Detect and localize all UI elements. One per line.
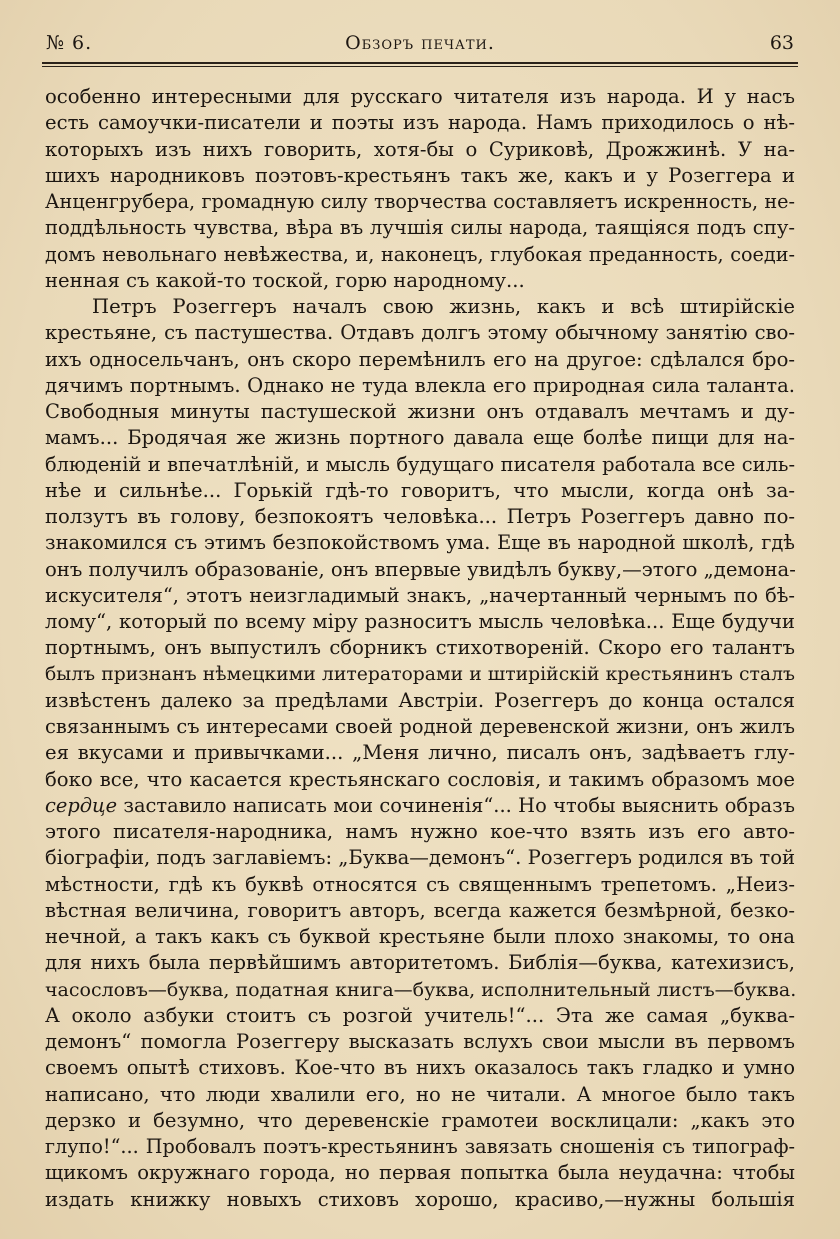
header-rule-thin [42, 66, 798, 67]
text-line: написано, что люди хвалили его, но не читали. А многое было такъ [45, 1082, 795, 1106]
section-title: Обзоръ печати. [345, 32, 495, 54]
text-line: ихъ односельчанъ, онъ скоро перемѣнилъ его на другое: сдѣлался бро- [45, 347, 795, 371]
text-line: дерзко и безумно, что деревенскіе грамотеи восклицали: „какъ это [45, 1108, 795, 1132]
text-line: поддѣльность чувства, вѣра въ лучшія силы народа, таящіяся подъ спу- [45, 216, 795, 240]
text-line: искусителя“, этотъ неизгладимый знакъ, „начертанный чернымъ по бѣ- [45, 583, 795, 607]
text-line: блюденій и впечатлѣній, и мысль будущаго писателя работала все силь- [45, 452, 795, 476]
text-line: мамъ... Бродячая же жизнь портного давала еще болѣе пищи для на- [45, 426, 795, 450]
text-line: былъ признанъ нѣмецкими литераторами и штирійскій крестьянинъ сталъ [45, 663, 795, 685]
text-line: Анценгрубера, громадную силу творчества составляетъ искренность, не- [45, 190, 795, 213]
text-line: связаннымъ съ интересами своей родной деревенской жизни, онъ жилъ [45, 715, 795, 738]
text-line: ненная съ какой-то тоской, горю народному... [45, 268, 525, 292]
text-line: часословъ—буква, податная книга—буква, исполнительный листъ—буква. [45, 978, 797, 1001]
text-line: издать книжку новыхъ стиховъ хорошо, красиво,—нужны большія [45, 1187, 795, 1211]
text-line: глупо!“... Пробовалъ поэтъ-крестьянинъ завязать сношенія съ типограф- [45, 1135, 795, 1158]
text-line: нечной, а такъ какъ съ буквой крестьяне были плохо знакомы, то она [45, 925, 795, 948]
text-line: ея вкусами и привычками... „Меня лично, писалъ онъ, задѣваетъ глу- [45, 741, 795, 765]
text-line: боко все, что касается крестьянскаго сословія, и такимъ образомъ мое [45, 767, 795, 791]
text-line: Свободныя минуты пастушеской жизни онъ отдавалъ мечтамъ и ду- [45, 400, 795, 423]
page-number: 63 [769, 32, 794, 54]
text-line: демонъ“ помогла Розеггеру высказать вслухъ свои мысли въ первомъ [45, 1030, 795, 1053]
text-line: своемъ опытѣ стиховъ. Кое-что въ нихъ оказалось такъ гладко и умно [45, 1056, 795, 1080]
running-header [42, 32, 798, 60]
header-rule [42, 62, 798, 64]
text-line: портнымъ, онъ выпустилъ сборникъ стихотвореній. Скоро его талантъ [45, 636, 795, 660]
text-line: шихъ народниковъ поэтовъ-крестьянъ такъ же, какъ и у Розеггера и [45, 163, 795, 187]
text-line: для нихъ была первѣйшимъ авторитетомъ. Библія—буква, катехизисъ, [45, 951, 795, 975]
text-line: А около азбуки стоитъ съ розгой учитель!“... Эта же самая „буква- [45, 1003, 795, 1027]
text-line: крестьяне, съ пастушества. Отдавъ долгъ этому обычному занятію сво- [45, 321, 795, 345]
text-line: лому“, который по всему міру разноситъ мысль человѣка... Еще будучи [45, 610, 795, 633]
body-text [45, 84, 795, 1213]
text-line: онъ получилъ образованіе, онъ впервые увидѣлъ букву,—этого „демона- [45, 557, 796, 581]
text-line: сердце заставило написать мои сочиненія“... Но чтобы выяснить образъ [45, 793, 795, 817]
text-line: Петръ Розеггеръ началъ свою жизнь, какъ и всѣ штирійскіе [92, 295, 795, 318]
text-line: ползутъ въ голову, безпокоятъ человѣка... Петръ Розеггеръ давно по- [45, 505, 795, 528]
text-line: біографіи, подъ заглавіемъ: „Буква—демонъ“. Розеггеръ родился въ той [45, 846, 796, 870]
text-line: извѣстенъ далеко за предѣлами Австріи. Розеггеръ до конца остался [45, 688, 795, 712]
issue-number: № 6. [46, 32, 93, 54]
text-line: щикомъ окружнаго города, но первая попытка была неудачна: чтобы [45, 1161, 795, 1185]
text-line: домъ невольнаго невѣжества, и, наконецъ, глубокая преданность, соеди- [45, 242, 795, 266]
text-line: знакомился съ этимъ безпокойствомъ ума. Еще въ народной школѣ, гдѣ [45, 531, 795, 555]
text-line: нѣе и сильнѣе... Горькій гдѣ-то говоритъ, что мысли, когда онѣ за- [45, 478, 795, 502]
italic-word: сердце [45, 793, 118, 817]
text-line: вѣстная величина, говоритъ авторъ, всегда кажется безмѣрной, безко- [45, 898, 795, 922]
text-line: которыхъ изъ нихъ говорить, хотя-бы о Суриковѣ, Дрожжинѣ. У на- [45, 137, 795, 161]
text-line: особенно интересными для русскаго читателя изъ народа. И у насъ [45, 85, 795, 108]
text-line: есть самоучки-писатели и поэты изъ народа. Намъ приходилось о нѣ- [45, 111, 795, 135]
text-line: этого писателя-народника, намъ нужно кое-что взять изъ его авто- [45, 820, 795, 843]
text-line: мѣстности, гдѣ къ буквѣ относятся съ священнымъ трепетомъ. „Неиз- [45, 872, 795, 896]
text-line: дячимъ портнымъ. Однако не туда влекла его природная сила таланта. [45, 373, 795, 397]
